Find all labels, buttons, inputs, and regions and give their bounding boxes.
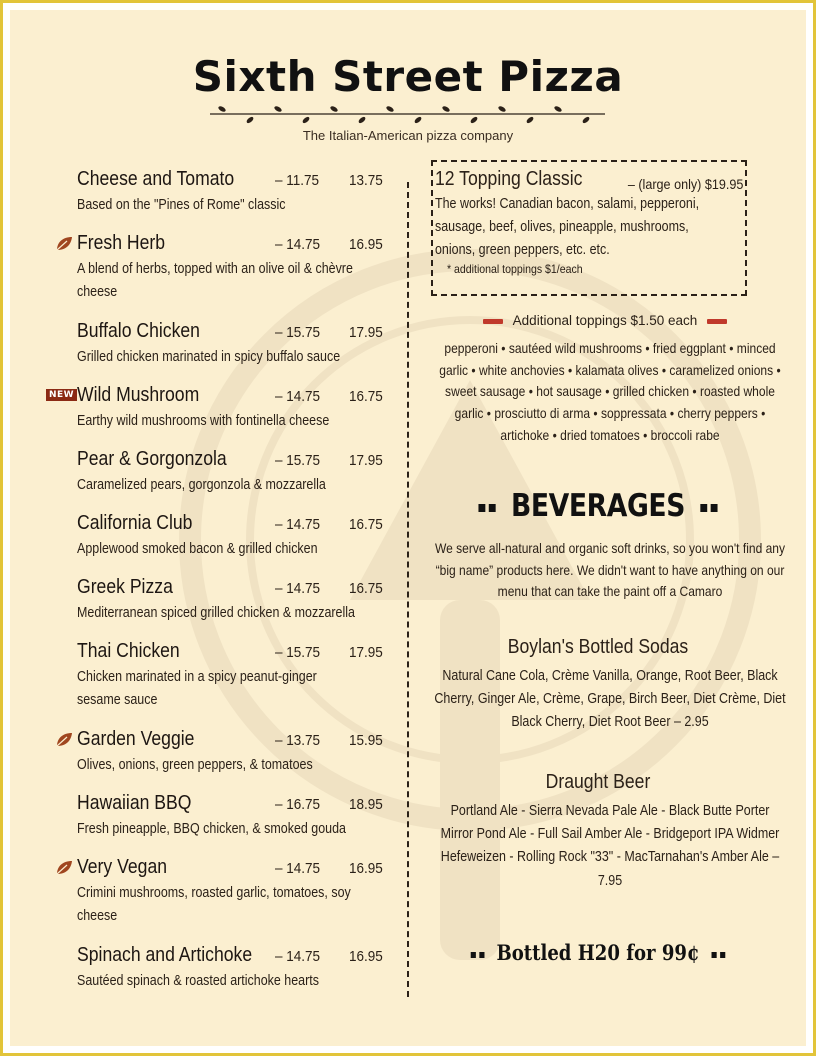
price-large: 17.95 (349, 324, 383, 341)
menu-paper (10, 10, 806, 1046)
pizza-item (77, 856, 387, 928)
beverages-intro: We serve all-natural and organic soft drinks, so you won't find any “big name” products here. We didn't want to have anything on our menu that can take the paint off a Camaro (434, 540, 786, 600)
pizza-item (77, 792, 387, 841)
red-bar-right (707, 319, 727, 324)
pizza-name: Spinach and Artichoke (77, 944, 253, 966)
square-bullet (478, 504, 485, 512)
pizza-name: Fresh Herb (77, 232, 166, 254)
new-badge: NEW (46, 389, 77, 401)
price-small: – 14.75 (275, 236, 321, 253)
price-large: 16.75 (349, 580, 383, 597)
price-small: – 15.75 (275, 452, 321, 469)
pizza-description: A blend of herbs, topped with an olive oil & chèvre cheese (77, 261, 353, 300)
pizza-item (77, 232, 387, 304)
price-large: 15.95 (349, 732, 383, 749)
pizza-name: Very Vegan (77, 856, 168, 878)
classic-special-box (431, 160, 747, 296)
price-large: 16.95 (349, 860, 383, 877)
price-small: – 15.75 (275, 644, 321, 661)
bottled-water-text: Bottled H20 for 99¢ (496, 940, 700, 965)
pizza-description: Fresh pineapple, BBQ chicken, & smoked gouda (77, 821, 346, 837)
tagline: The Italian-American pizza company (302, 128, 514, 143)
beverages-heading (436, 488, 759, 524)
leaf-icon (55, 860, 73, 876)
pizza-description: Chicken marinated in a spicy peanut-ginger sesame sauce (77, 669, 317, 708)
pizza-name: Thai Chicken (77, 640, 180, 662)
pizza-description: Mediterranean spiced grilled chicken & mozzarella (77, 605, 355, 621)
pizza-item (77, 576, 387, 625)
pizza-item (77, 944, 387, 993)
price-large: 18.95 (349, 796, 383, 813)
square-bullet (712, 952, 717, 958)
pizza-description: Based on the "Pines of Rome" classic (77, 197, 286, 213)
page-title: Sixth Street Pizza (192, 52, 624, 101)
square-bullet (701, 504, 708, 512)
square-bullet (488, 504, 495, 512)
price-large: 17.95 (349, 644, 383, 661)
pizza-description: Grilled chicken marinated in spicy buffalo sauce (77, 349, 341, 365)
square-bullet (720, 952, 725, 958)
leaf-icon (55, 732, 73, 748)
pizza-description: Sautéed spinach & roasted artichoke hearts (77, 973, 319, 989)
pizza-item (77, 512, 387, 561)
pizza-description: Crimini mushrooms, roasted garlic, tomatoes, soy cheese (77, 885, 351, 924)
pizza-name: Pear & Gorgonzola (77, 448, 227, 470)
additional-toppings-list: pepperoni • sautéed wild mushrooms • fried eggplant • minced garlic • white anchovies • kalamata olives • caramelized onions • sweet sausage • hot sausage • grilled chicken • roasted whole garlic • prosciutto di arma • soppressata • cherry peppers • artichoke • dried tomatoes • broccoli rabe (439, 340, 781, 443)
price-large: 16.95 (349, 236, 383, 253)
additional-toppings-heading (410, 313, 800, 328)
pizza-name: Hawaiian BBQ (77, 792, 192, 814)
additional-toppings-label: Additional toppings $1.50 each (512, 313, 698, 328)
price-small: – 14.75 (275, 860, 321, 877)
pizza-name: Buffalo Chicken (77, 320, 200, 342)
pizza-item (77, 640, 387, 712)
pizza-name: Garden Veggie (77, 728, 195, 750)
price-large: 16.75 (349, 388, 383, 405)
sodas-list: Natural Cane Cola, Crème Vanilla, Orange, Root Beer, Black Cherry, Ginger Ale, Crème, Grape, Birch Beer, Diet Crème, Diet Black Cherry, Diet Root Beer – 2.95 (434, 668, 786, 731)
square-bullet (479, 952, 484, 958)
price-small: – 11.75 (275, 172, 320, 189)
price-large: 17.95 (349, 452, 383, 469)
pizza-item (77, 168, 387, 217)
pizza-name: Cheese and Tomato (77, 168, 235, 190)
vine-ornament-icon (210, 106, 605, 128)
pizza-name: Greek Pizza (77, 576, 173, 598)
leaf-icon (55, 236, 73, 252)
classic-price: – (large only) $19.95 (627, 176, 743, 192)
price-small: – 14.75 (275, 580, 321, 597)
pizza-name: California Club (77, 512, 193, 534)
price-small: – 16.75 (275, 796, 321, 813)
price-small: – 14.75 (275, 948, 321, 965)
beverages-heading-text: BEVERAGES (511, 488, 685, 524)
price-small: – 14.75 (275, 516, 321, 533)
square-bullet (711, 504, 718, 512)
classic-description: The works! Canadian bacon, salami, pepperoni, sausage, beef, olives, pineapple, mushrooms, onions, green peppers, etc. etc. (435, 196, 700, 258)
classic-note: * additional toppings $1/each (447, 262, 583, 276)
beer-list: Portland Ale - Sierra Nevada Pale Ale - Black Butte Porter Mirror Pond Ale - Full Sail Amber Ale - Bridgeport IPA Widmer Hefeweizen - Rolling Rock "33" - MacTarnahan's Amber Ale – 7.95 (440, 803, 780, 889)
beer-title: Draught Beer (545, 771, 651, 793)
column-divider (407, 182, 409, 997)
sodas-title: Boylan's Bottled Sodas (507, 636, 689, 658)
pizza-item (49, 384, 387, 433)
price-large: 13.75 (349, 172, 383, 189)
pizza-item (77, 320, 387, 369)
pizza-name: Wild Mushroom (77, 384, 200, 406)
price-large: 16.95 (349, 948, 383, 965)
price-large: 16.75 (349, 516, 383, 533)
pizza-description: Applewood smoked bacon & grilled chicken (77, 541, 318, 557)
pizza-description: Earthy wild mushrooms with fontinella cheese (77, 413, 330, 429)
red-bar-left (483, 319, 503, 324)
pizza-item (77, 448, 387, 497)
square-bullet (470, 952, 475, 958)
pizza-item (77, 728, 387, 777)
price-small: – 15.75 (275, 324, 321, 341)
bottled-water-line (436, 940, 759, 965)
price-small: – 13.75 (275, 732, 321, 749)
pizza-description: Caramelized pears, gorgonzola & mozzarella (77, 477, 326, 493)
classic-title: 12 Topping Classic (435, 168, 583, 190)
price-small: – 14.75 (275, 388, 321, 405)
pizza-description: Olives, onions, green peppers, & tomatoes (77, 757, 313, 773)
